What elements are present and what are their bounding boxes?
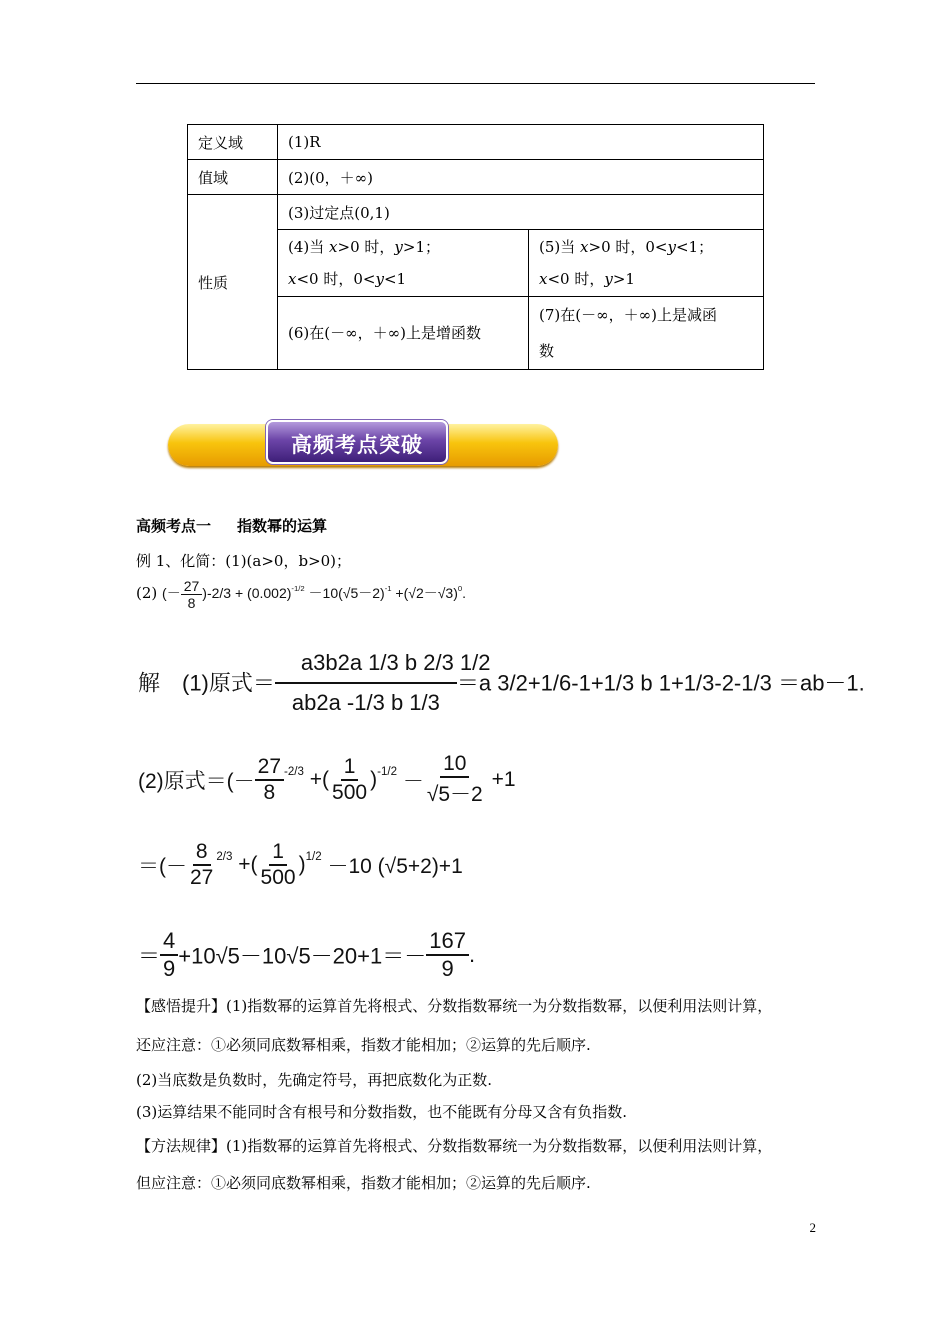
properties-label: 性质 (188, 195, 278, 370)
example-line-1: 例 1、化简：(1)(a>0，b>0)； (136, 552, 352, 570)
solution-line-1: 解 (1)原式＝ $\frac{a3b2a 1/3 b 2/3 1/2}{ab2a -1/3 b 1/3}$ ＝a 3/2+1/6-1+1/3 b 1+1/3-2-1/3 ＝ab－1. (138, 650, 865, 715)
domain-label: 定义域 (188, 125, 278, 160)
insight-line-2: 还应注意：①必须同底数幂相乘，指数才能相加；②运算的先后顺序. (136, 1036, 591, 1054)
range-label: 值域 (188, 160, 278, 195)
property-4: (4)当 x>0 时，y>1； x<0 时，0<y<1 (278, 230, 529, 297)
solution-1-fraction: $\frac{a3b2a 1/3 b 2/3 1/2}{ab2a -1/3 b 1/3}$ (275, 648, 457, 716)
insight-line-1: 【感悟提升】(1)指数幂的运算首先将根式、分数指数幂统一为分数指数幂，以便利用法则计算， (136, 997, 773, 1015)
domain-value: (1)R (278, 125, 764, 160)
solution-line-2: (2)原式＝(－ $\frac{27}{8}$ $^{-2/3}$ +( $\frac{1}{500}$ )$^{-1/2}$ － $\frac{10}{√5-2}$ +1 (138, 752, 516, 806)
method-line-2: 但应注意：①必须同底数幂相乘，指数才能相加；②运算的先后顺序. (136, 1174, 591, 1192)
method-line-1: 【方法规律】(1)指数幂的运算首先将根式、分数指数幂统一为分数指数幂，以便利用法则计算， (136, 1137, 773, 1155)
banner-title: 高频考点突破 (291, 433, 423, 457)
page-number: 2 (809, 1220, 816, 1235)
insight-line-3: (2)当底数是负数时，先确定符号，再把底数化为正数. (136, 1071, 493, 1089)
section-heading: 高频考点一 指数幂的运算 (136, 517, 328, 535)
frac-27-8: $\frac{27}{8}$ (181, 578, 203, 611)
header-rule (136, 83, 815, 84)
banner-plate (266, 420, 448, 464)
range-value: (2)(0，＋∞) (278, 160, 764, 195)
solution-line-3: ＝(－ $\frac{8}{27}$ $^{2/3}$ +( $\frac{1}{500}$ )$^{1/2}$ －10 (√5+2)+1 (138, 840, 463, 889)
property-5: (5)当 x>0 时，0<y<1； x<0 时，y>1 (529, 230, 764, 297)
exponential-properties-table (187, 124, 764, 370)
insight-line-4: (3)运算结果不能同时含有根号和分数指数，也不能既有分母又含有负指数. (136, 1103, 628, 1121)
property-6: (6)在(－∞，＋∞)上是增函数 (278, 297, 529, 370)
property-7: (7)在(－∞，＋∞)上是减函 数 (529, 297, 764, 370)
property-3: (3)过定点(0,1) (278, 195, 764, 230)
solution-line-4: ＝ $\frac{4}{9}$ +10√5－10√5－20+1＝－ $\frac{167}{9}$ . (138, 928, 476, 981)
section-banner (168, 416, 558, 468)
example-line-2: (2) (－ $\frac{27}{8}$ )$-2/3 + (0.002)^{-1/2} -10(√5-2)^{-1} +(√2-√3)^0$. (136, 578, 467, 611)
